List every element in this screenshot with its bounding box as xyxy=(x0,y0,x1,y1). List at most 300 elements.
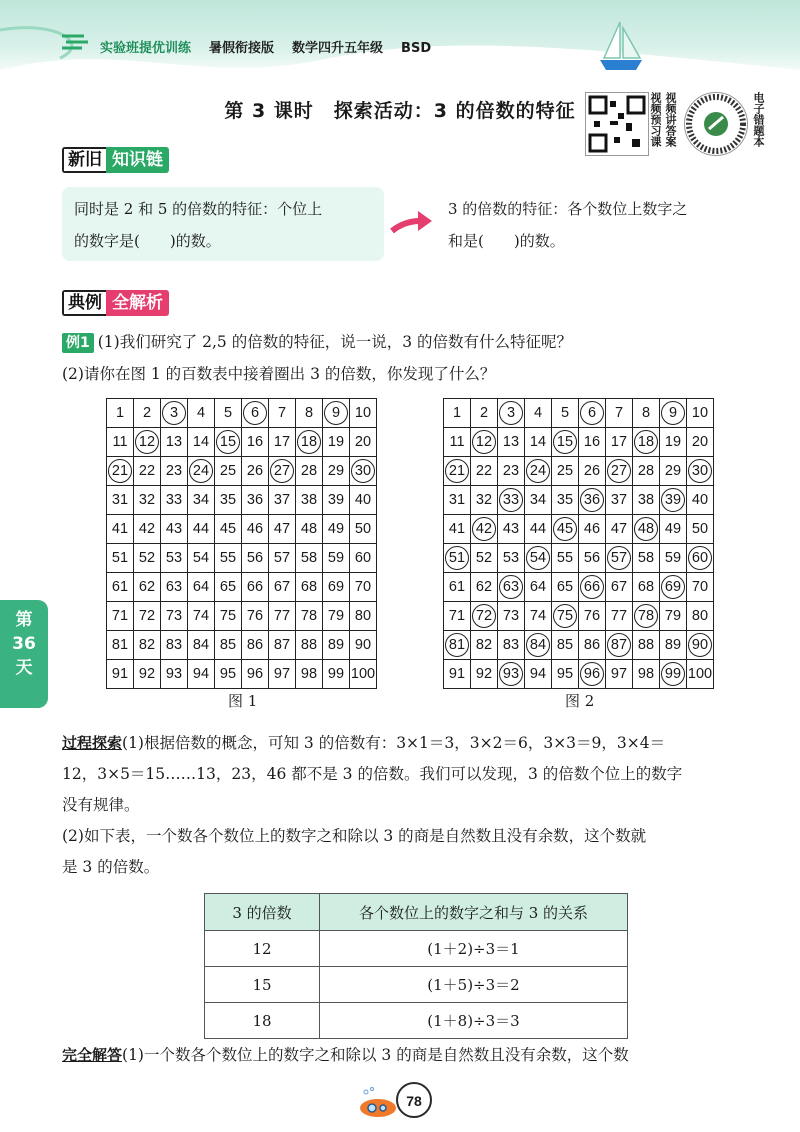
table-row xyxy=(205,967,628,1003)
circled-number: 60 xyxy=(688,546,712,570)
circled-number: 42 xyxy=(472,517,496,541)
grid-cell: 2 xyxy=(134,399,161,428)
grid-row xyxy=(107,631,377,660)
grid-cell: 67 xyxy=(269,573,296,602)
grid-cell: 40 xyxy=(687,486,714,515)
grid-cell-circled xyxy=(687,457,714,486)
grid-cell: 77 xyxy=(606,602,633,631)
grid-cell: 8 xyxy=(296,399,323,428)
grid-row xyxy=(444,631,714,660)
grid-cell: 97 xyxy=(606,660,633,689)
grid-cell-circled xyxy=(350,457,377,486)
grid-cell: 10 xyxy=(687,399,714,428)
example-q1-text: (1)我们研究了 2,5 的倍数的特征，说一说，3 的倍数有什么特征呢？ xyxy=(97,333,573,351)
circled-number: 84 xyxy=(526,633,550,657)
grid-cell: 87 xyxy=(269,631,296,660)
grid-cell: 51 xyxy=(107,544,134,573)
grid-cell: 77 xyxy=(269,602,296,631)
grid-cell: 74 xyxy=(188,602,215,631)
grid-cell: 98 xyxy=(633,660,660,689)
grid-cell: 95 xyxy=(552,660,579,689)
grid-cell: 84 xyxy=(188,631,215,660)
grid-cell: 53 xyxy=(498,544,525,573)
grid-cell-circled xyxy=(525,457,552,486)
grid-cell: 100 xyxy=(350,660,377,689)
answer-line1: (1)一个数各个数位上的数字之和除以 3 的商是自然数且没有余数，这个数 xyxy=(122,1046,629,1064)
grid-row xyxy=(107,573,377,602)
grid-cell-circled xyxy=(323,399,350,428)
grid-cell: 53 xyxy=(161,544,188,573)
grid-cell: 26 xyxy=(579,457,606,486)
grid-cell: 56 xyxy=(242,544,269,573)
knowledge-old-line2: 的数字是( )的数。 xyxy=(74,232,221,250)
grid-cell: 36 xyxy=(242,486,269,515)
grid-cell: 71 xyxy=(107,602,134,631)
header-text xyxy=(100,37,449,56)
grid-cell: 60 xyxy=(350,544,377,573)
page-header xyxy=(0,0,800,92)
grid-cell: 7 xyxy=(606,399,633,428)
grid-cell-circled xyxy=(444,631,471,660)
grid-row xyxy=(444,602,714,631)
grid-cell-circled xyxy=(606,544,633,573)
grid-cell: 47 xyxy=(606,515,633,544)
grid-cell: 68 xyxy=(296,573,323,602)
grid-row xyxy=(107,660,377,689)
grid-cell-circled xyxy=(161,399,188,428)
grid-cell: 22 xyxy=(134,457,161,486)
grid-row xyxy=(107,515,377,544)
grid-row xyxy=(444,399,714,428)
circled-number: 36 xyxy=(580,488,604,512)
grid-cell: 55 xyxy=(215,544,242,573)
grid-cell: 4 xyxy=(525,399,552,428)
grid-cell: 56 xyxy=(579,544,606,573)
grid-cell-circled xyxy=(444,544,471,573)
knowledge-old-line1: 同时是 2 和 5 的倍数的特征：个位上 xyxy=(74,200,323,218)
grid-row xyxy=(444,457,714,486)
side-tab-line1: 第 xyxy=(15,610,33,630)
grid-cell: 28 xyxy=(296,457,323,486)
grid-cell: 78 xyxy=(296,602,323,631)
circled-number: 27 xyxy=(607,459,631,483)
grid-cell: 37 xyxy=(606,486,633,515)
table-header-row xyxy=(205,894,628,931)
grid-cell-circled xyxy=(525,631,552,660)
grid-row xyxy=(444,428,714,457)
grid-cell-circled xyxy=(633,515,660,544)
knowledge-new-line2: 和是( )的数。 xyxy=(448,232,565,250)
grid-cell-circled xyxy=(188,457,215,486)
grid-cell: 91 xyxy=(444,660,471,689)
grid-cell: 92 xyxy=(471,660,498,689)
grid-row xyxy=(444,515,714,544)
grid-row xyxy=(107,486,377,515)
grid-cell: 70 xyxy=(350,573,377,602)
circled-number: 81 xyxy=(445,633,469,657)
grid-cell: 59 xyxy=(660,544,687,573)
grid-cell-circled xyxy=(269,457,296,486)
badge-part2: 全解析 xyxy=(106,290,169,316)
section-badge-example-analysis xyxy=(62,290,169,316)
lesson-title: 第 3 课时 探索活动：3 的倍数的特征 xyxy=(224,100,576,122)
grid-cell: 45 xyxy=(215,515,242,544)
side-tab-line3: 天 xyxy=(15,658,33,678)
grid-cell: 41 xyxy=(444,515,471,544)
grid-cell-circled xyxy=(552,515,579,544)
logo-icon xyxy=(60,30,96,52)
circled-number: 63 xyxy=(499,575,523,599)
circled-number: 93 xyxy=(499,662,523,686)
grid-cell-circled xyxy=(660,399,687,428)
grid-cell: 65 xyxy=(215,573,242,602)
grid-cell: 13 xyxy=(498,428,525,457)
grid-cell: 10 xyxy=(350,399,377,428)
grid-cell: 29 xyxy=(660,457,687,486)
grid-cell: 39 xyxy=(323,486,350,515)
grid-cell: 73 xyxy=(161,602,188,631)
grid-cell-circled xyxy=(606,457,633,486)
header-brand: 实验班提优训练 xyxy=(100,41,192,56)
circled-number: 96 xyxy=(580,662,604,686)
grid-cell: 20 xyxy=(687,428,714,457)
grid-cell: 63 xyxy=(161,573,188,602)
circled-number: 39 xyxy=(661,488,685,512)
circled-number: 30 xyxy=(351,459,375,483)
grid-cell: 71 xyxy=(444,602,471,631)
grid-cell: 72 xyxy=(134,602,161,631)
grid-cell: 52 xyxy=(471,544,498,573)
grid-cell-circled xyxy=(107,457,134,486)
circled-number: 21 xyxy=(108,459,132,483)
circled-number: 48 xyxy=(634,517,658,541)
grid-cell-circled xyxy=(498,573,525,602)
grid-cell: 14 xyxy=(188,428,215,457)
grid-cell: 11 xyxy=(444,428,471,457)
grid-cell: 44 xyxy=(525,515,552,544)
figure1-label: 图 1 xyxy=(228,692,258,710)
grid-cell-circled xyxy=(444,457,471,486)
grid-cell: 64 xyxy=(188,573,215,602)
grid-cell: 95 xyxy=(215,660,242,689)
grid-cell: 74 xyxy=(525,602,552,631)
grid-cell: 80 xyxy=(687,602,714,631)
grid-cell: 50 xyxy=(687,515,714,544)
knowledge-box-new xyxy=(438,187,758,261)
grid-cell: 38 xyxy=(296,486,323,515)
video-qr-label-2: 视频讲答案 xyxy=(664,92,677,147)
badge-part1: 典例 xyxy=(62,290,106,316)
grid-cell: 65 xyxy=(552,573,579,602)
table-header-cell: 各个数位上的数字之和与 3 的关系 xyxy=(320,894,628,931)
hundred-chart-figure1 xyxy=(106,398,377,689)
grid-cell: 34 xyxy=(188,486,215,515)
grid-cell: 91 xyxy=(107,660,134,689)
grid-cell: 76 xyxy=(242,602,269,631)
grid-cell: 8 xyxy=(633,399,660,428)
grid-cell: 1 xyxy=(444,399,471,428)
grid-cell: 96 xyxy=(242,660,269,689)
grid-cell: 86 xyxy=(579,631,606,660)
grid-cell: 25 xyxy=(552,457,579,486)
circled-number: 12 xyxy=(472,430,496,454)
mini-program-code-icon xyxy=(685,93,747,155)
circled-number: 18 xyxy=(297,430,321,454)
grid-cell: 19 xyxy=(323,428,350,457)
circled-number: 6 xyxy=(580,401,604,425)
grid-cell: 97 xyxy=(269,660,296,689)
grid-cell: 44 xyxy=(188,515,215,544)
circled-number: 3 xyxy=(162,401,186,425)
grid-cell: 92 xyxy=(134,660,161,689)
grid-cell: 2 xyxy=(471,399,498,428)
grid-cell: 17 xyxy=(269,428,296,457)
grid-cell: 5 xyxy=(215,399,242,428)
grid-cell: 89 xyxy=(660,631,687,660)
grid-cell-circled xyxy=(552,428,579,457)
grid-row xyxy=(107,428,377,457)
grid-cell: 35 xyxy=(215,486,242,515)
grid-cell: 13 xyxy=(161,428,188,457)
grid-cell: 46 xyxy=(242,515,269,544)
grid-cell-circled xyxy=(660,486,687,515)
grid-cell: 43 xyxy=(498,515,525,544)
grid-cell-circled xyxy=(215,428,242,457)
grid-cell: 28 xyxy=(633,457,660,486)
grid-cell-circled xyxy=(606,631,633,660)
grid-cell-circled xyxy=(660,660,687,689)
grid-cell: 67 xyxy=(606,573,633,602)
process-tag: 过程探索 xyxy=(62,734,123,752)
grid-cell: 98 xyxy=(296,660,323,689)
answer-paragraph xyxy=(62,1040,774,1071)
knowledge-box-old xyxy=(62,187,384,261)
circled-number: 18 xyxy=(634,430,658,454)
grid-cell: 1 xyxy=(107,399,134,428)
grid-cell: 5 xyxy=(552,399,579,428)
grid-row xyxy=(107,544,377,573)
grid-cell: 73 xyxy=(498,602,525,631)
header-publisher: BSD xyxy=(401,41,432,56)
grid-cell: 90 xyxy=(350,631,377,660)
grid-cell: 34 xyxy=(525,486,552,515)
error-book-qr-code[interactable] xyxy=(684,92,748,156)
grid-row xyxy=(107,399,377,428)
process-p1-line2: 12，3×5＝15……13，23，46 都不是 3 的倍数。我们可以发现，3 的倍数个位上的数字 xyxy=(62,765,683,783)
grid-cell: 14 xyxy=(525,428,552,457)
grid-cell: 94 xyxy=(188,660,215,689)
grid-cell: 40 xyxy=(350,486,377,515)
knowledge-new-line1: 3 的倍数的特征：各个数位上数字之 xyxy=(448,200,688,218)
process-p2-line1: (2)如下表，一个数各个数位上的数字之和除以 3 的商是自然数且没有余数，这个数就 xyxy=(62,827,647,845)
grid-cell: 49 xyxy=(660,515,687,544)
grid-cell-circled xyxy=(498,486,525,515)
process-p1-line3: 没有规律。 xyxy=(62,796,140,814)
grid-cell: 23 xyxy=(161,457,188,486)
circled-number: 78 xyxy=(634,604,658,628)
circled-number: 9 xyxy=(324,401,348,425)
circled-number: 15 xyxy=(553,430,577,454)
grid-cell-circled xyxy=(579,399,606,428)
circled-number: 15 xyxy=(216,430,240,454)
grid-cell: 93 xyxy=(161,660,188,689)
circled-number: 12 xyxy=(135,430,159,454)
grid-cell-circled xyxy=(552,602,579,631)
process-p2-line2: 是 3 的倍数。 xyxy=(62,858,160,876)
grid-cell-circled xyxy=(471,515,498,544)
grid-cell: 82 xyxy=(471,631,498,660)
grid-cell: 81 xyxy=(107,631,134,660)
grid-cell-circled xyxy=(687,631,714,660)
grid-cell: 31 xyxy=(444,486,471,515)
grid-cell: 46 xyxy=(579,515,606,544)
grid-cell: 89 xyxy=(323,631,350,660)
grid-cell: 58 xyxy=(296,544,323,573)
grid-cell: 83 xyxy=(498,631,525,660)
grid-cell: 76 xyxy=(579,602,606,631)
header-subject: 数学四升五年级 xyxy=(292,41,384,56)
grid-cell: 100 xyxy=(687,660,714,689)
relation-table xyxy=(204,893,628,1039)
grid-cell: 31 xyxy=(107,486,134,515)
grid-cell: 49 xyxy=(323,515,350,544)
circled-number: 24 xyxy=(189,459,213,483)
sailboat-icon xyxy=(596,18,646,74)
grid-cell: 88 xyxy=(633,631,660,660)
grid-cell-circled xyxy=(471,602,498,631)
grid-cell: 50 xyxy=(350,515,377,544)
example-tag: 例1 xyxy=(62,333,94,353)
table-cell: (1＋2)÷3＝1 xyxy=(320,931,628,967)
process-p1-line1: (1)根据倍数的概念，可知 3 的倍数有：3×1＝3，3×2＝6，3×3＝9，3×4＝ xyxy=(122,734,666,752)
grid-cell: 32 xyxy=(471,486,498,515)
grid-cell: 55 xyxy=(552,544,579,573)
grid-cell: 35 xyxy=(552,486,579,515)
hundred-chart-figure2 xyxy=(443,398,714,689)
circled-number: 66 xyxy=(580,575,604,599)
grid-cell: 20 xyxy=(350,428,377,457)
grid-cell: 82 xyxy=(134,631,161,660)
table-row xyxy=(205,931,628,967)
circled-number: 30 xyxy=(688,459,712,483)
example-question-2: (2)请你在图 1 的百数表中接着圈出 3 的倍数，你发现了什么？ xyxy=(62,365,496,383)
answer-tag: 完全解答 xyxy=(62,1046,123,1064)
grid-cell: 64 xyxy=(525,573,552,602)
video-qr-code[interactable] xyxy=(585,92,649,156)
grid-cell-circled xyxy=(633,602,660,631)
grid-cell: 26 xyxy=(242,457,269,486)
grid-cell: 86 xyxy=(242,631,269,660)
figure2-label: 图 2 xyxy=(565,692,595,710)
badge-part2: 知识链 xyxy=(106,147,169,173)
table-cell: (1＋8)÷3＝3 xyxy=(320,1003,628,1039)
circled-number: 69 xyxy=(661,575,685,599)
grid-cell: 68 xyxy=(633,573,660,602)
grid-cell: 62 xyxy=(471,573,498,602)
circled-number: 90 xyxy=(688,633,712,657)
page-number: 78 xyxy=(396,1082,432,1118)
side-tab-line2: 36 xyxy=(12,634,36,654)
circled-number: 9 xyxy=(661,401,685,425)
grid-cell: 41 xyxy=(107,515,134,544)
grid-cell: 85 xyxy=(215,631,242,660)
circled-number: 51 xyxy=(445,546,469,570)
grid-cell: 58 xyxy=(633,544,660,573)
circled-number: 3 xyxy=(499,401,523,425)
grid-cell: 62 xyxy=(134,573,161,602)
grid-cell: 54 xyxy=(188,544,215,573)
grid-row xyxy=(107,457,377,486)
table-cell: 18 xyxy=(205,1003,320,1039)
grid-cell: 79 xyxy=(323,602,350,631)
grid-cell: 79 xyxy=(660,602,687,631)
badge-part1: 新旧 xyxy=(62,147,106,173)
grid-cell-circled xyxy=(633,428,660,457)
circled-number: 99 xyxy=(661,662,685,686)
grid-cell: 7 xyxy=(269,399,296,428)
grid-cell-circled xyxy=(242,399,269,428)
grid-row xyxy=(444,573,714,602)
grid-cell: 99 xyxy=(323,660,350,689)
day-side-tab xyxy=(0,600,48,708)
grid-cell-circled xyxy=(498,399,525,428)
grid-cell: 16 xyxy=(579,428,606,457)
circled-number: 27 xyxy=(270,459,294,483)
grid-cell-circled xyxy=(660,573,687,602)
grid-cell: 80 xyxy=(350,602,377,631)
circled-number: 54 xyxy=(526,546,550,570)
arrow-right-icon xyxy=(388,205,434,239)
circled-number: 24 xyxy=(526,459,550,483)
grid-row xyxy=(444,660,714,689)
grid-cell-circled xyxy=(134,428,161,457)
table-cell: 15 xyxy=(205,967,320,1003)
video-qr-label: 视频预习课 xyxy=(649,92,662,147)
grid-row xyxy=(444,544,714,573)
circled-number: 87 xyxy=(607,633,631,657)
grid-cell: 57 xyxy=(269,544,296,573)
circled-number: 45 xyxy=(553,517,577,541)
example-question-1 xyxy=(62,327,772,358)
table-header-cell: 3 的倍数 xyxy=(205,894,320,931)
submarine-icon xyxy=(356,1086,402,1120)
grid-cell-circled xyxy=(498,660,525,689)
grid-cell: 43 xyxy=(161,515,188,544)
table-cell: 12 xyxy=(205,931,320,967)
grid-cell: 29 xyxy=(323,457,350,486)
grid-cell: 88 xyxy=(296,631,323,660)
grid-cell: 22 xyxy=(471,457,498,486)
grid-cell: 47 xyxy=(269,515,296,544)
qr-code-icon xyxy=(586,93,648,155)
table-cell: (1＋5)÷3＝2 xyxy=(320,967,628,1003)
circled-number: 33 xyxy=(499,488,523,512)
grid-cell-circled xyxy=(687,544,714,573)
grid-cell: 19 xyxy=(660,428,687,457)
grid-cell: 17 xyxy=(606,428,633,457)
grid-cell: 11 xyxy=(107,428,134,457)
grid-cell: 37 xyxy=(269,486,296,515)
grid-cell: 33 xyxy=(161,486,188,515)
grid-cell-circled xyxy=(579,573,606,602)
grid-cell: 42 xyxy=(134,515,161,544)
grid-cell: 61 xyxy=(107,573,134,602)
circled-number: 75 xyxy=(553,604,577,628)
grid-cell: 83 xyxy=(161,631,188,660)
grid-cell: 32 xyxy=(134,486,161,515)
error-book-label: 电子错题本 xyxy=(752,92,765,147)
grid-cell: 4 xyxy=(188,399,215,428)
